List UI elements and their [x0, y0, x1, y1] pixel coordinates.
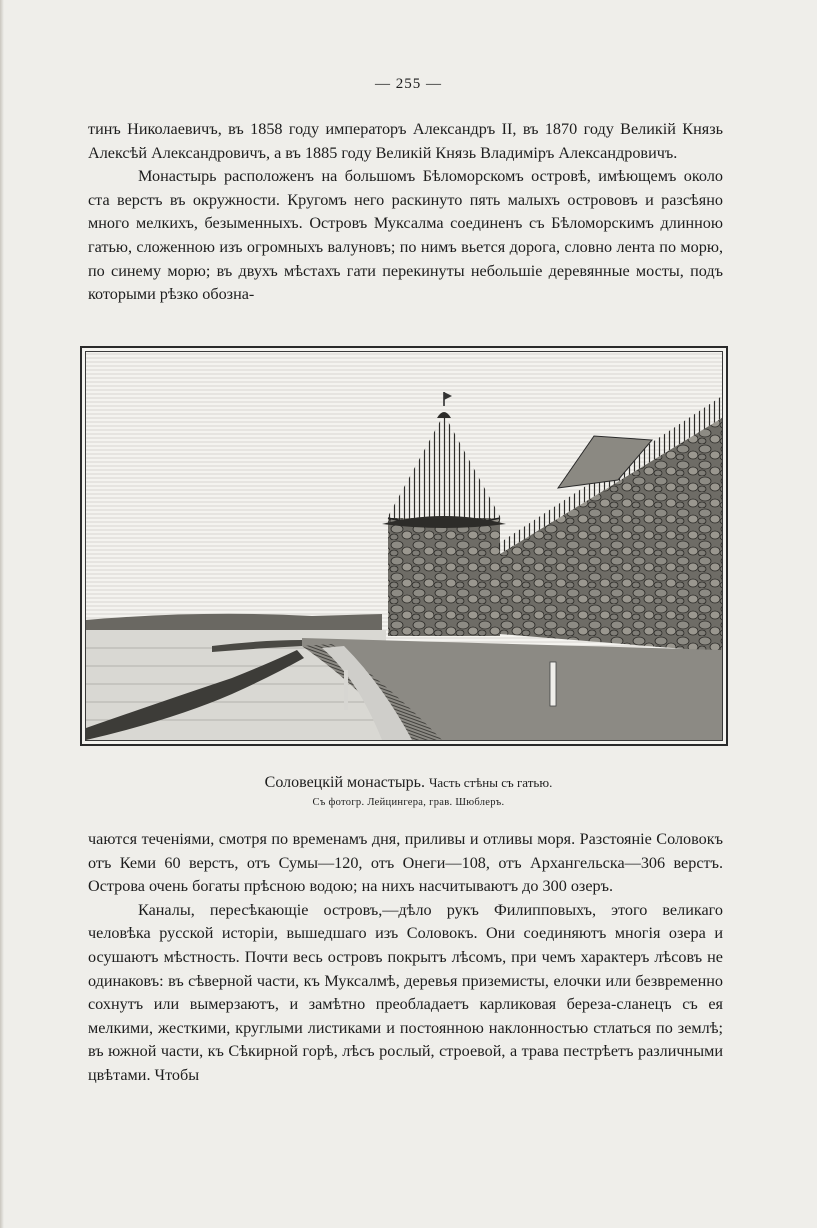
monastery-engraving	[80, 346, 728, 746]
text-block-top	[88, 118, 723, 307]
caption-title: Соловецкій монастырь.	[264, 774, 425, 791]
page-edge	[0, 0, 4, 1228]
page-number: — 255 —	[375, 76, 442, 92]
paragraph: чаются теченіями, смотря по временамъ дня, приливы и отливы моря. Разстояніе Соловокъ отъ Кеми 60 верстъ, отъ Сумы—120, отъ Онеги—108, отъ Архангельска—306 верстъ. Острова очень богаты прѣсною водою; на нихъ насчитываютъ до 300 озеръ.	[88, 830, 723, 896]
engraving-artwork	[82, 348, 726, 744]
paragraph: Каналы, пересѣкающіе островъ,—дѣло рукъ Филипповыхъ, этого великаго человѣка русской исторіи, вышедшаго изъ Соловокъ. Они соединяютъ многія озера и осушаютъ мѣстность. Почти весь островъ покрытъ лѣсомъ, при чемъ характеръ лѣсовъ не одинаковъ: въ сѣверной части, къ Муксалмѣ, деревья приземисты, елочки или безвременно сохнутъ или вымерзаютъ, и замѣтно преобладаетъ карликовая береза-сланецъ съ ея мелкими, жесткими, круглыми листиками и постоянною наклонностью стлаться по землѣ; въ южной части, къ Сѣкирной горѣ, лѣсъ рослый, строевой, а трава пестрѣетъ различными цвѣтами. Чтобы	[88, 900, 723, 1084]
paragraph: Монастырь расположенъ на большомъ Бѣломорскомъ островѣ, имѣющемъ около ста верстъ въ окружности. Кругомъ него раскинуто пять малыхъ острововъ и разсѣяно много мелкихъ, безыменныхъ. Островъ Муксалма соединенъ съ Бѣломорскимъ длинною гатью, сложенною изъ огромныхъ валуновъ; по нимъ вьется дорога, словно лента по морю, по синему морю; въ двухъ мѣстахъ гати перекинуты небольшіе деревянные мосты, подъ которыми рѣзко обозна-	[88, 167, 723, 304]
paragraph: тинъ Николаевичъ, въ 1858 году императоръ Александръ II, въ 1870 году Великій Князь Алексѣй Александровичъ, а въ 1885 году Великій Князь Владиміръ Александровичъ.	[88, 120, 723, 162]
text-block-bottom	[88, 828, 723, 1088]
illustration-caption	[0, 774, 817, 792]
caption-subtitle: Часть стѣны съ гатью.	[428, 775, 553, 790]
caption-credit: Съ фотогр. Лейцингера, грав. Шюблеръ.	[312, 797, 505, 808]
